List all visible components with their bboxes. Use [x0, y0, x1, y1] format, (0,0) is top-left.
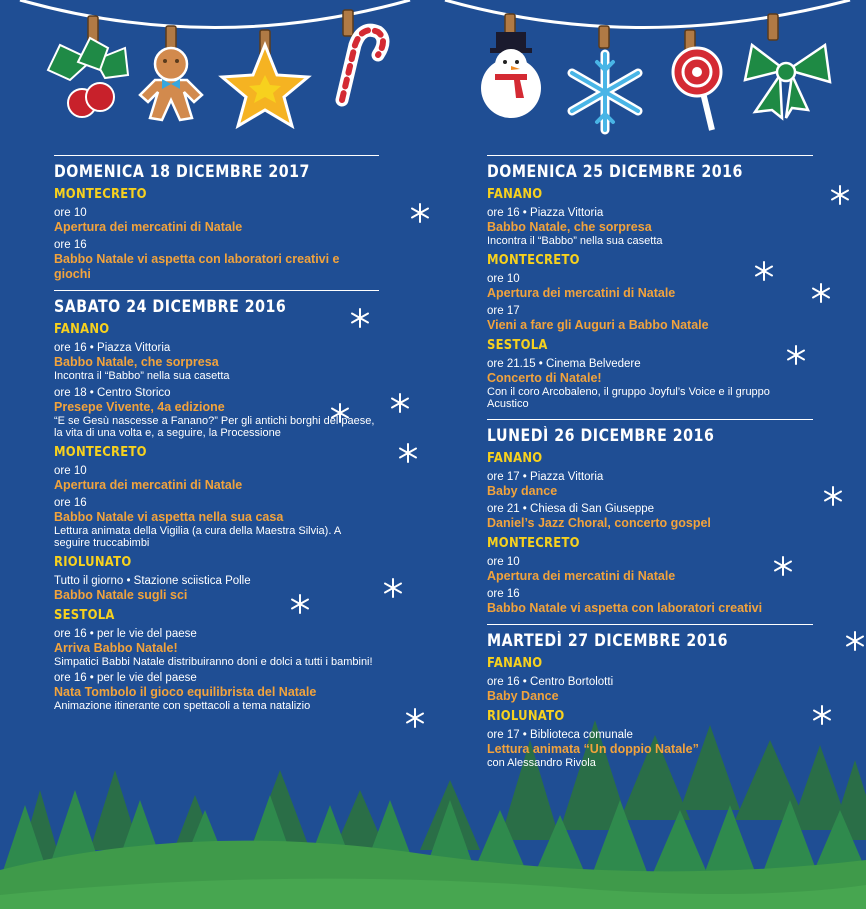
day-section — [54, 290, 379, 713]
event-time: ore 16 • Piazza Vittoria — [487, 207, 604, 219]
event-item — [487, 357, 813, 411]
event-title: Arriva Babbo Natale! — [54, 640, 178, 655]
snowflake-decoration-icon — [829, 184, 851, 206]
place-name: FANANO — [54, 321, 110, 337]
star-icon — [222, 30, 308, 126]
event-time: ore 16 • Piazza Vittoria — [54, 342, 171, 354]
event-time: ore 16 • Centro Bortolotti — [487, 675, 614, 688]
event-item — [487, 304, 813, 333]
event-title: Lettura animata “Un doppio Natale” — [487, 741, 699, 756]
event-description: Animazione itinerante con spettacoli a tema natalizio — [54, 700, 311, 712]
left-column — [54, 155, 379, 721]
event-item — [487, 206, 813, 248]
event-time: ore 17 • Piazza Vittoria — [487, 470, 604, 483]
event-item — [487, 587, 813, 616]
event-description: Lettura animata della Vigilia (a cura della Maestra Silvia). A seguire truccabimbi — [54, 524, 341, 549]
place-name: RIOLUNATO — [54, 553, 132, 570]
event-title: Apertura dei mercatini di Natale — [487, 285, 676, 300]
event-time: ore 16 • per le vie del paese — [54, 627, 197, 640]
snowflake-decoration-icon — [822, 485, 844, 507]
holly-icon — [48, 16, 128, 117]
event-title: Babbo Natale sugli sci — [54, 587, 188, 602]
event-title: Baby Dance — [487, 688, 559, 703]
event-description: con Alessandro Rivola — [487, 756, 596, 769]
day-section — [487, 624, 813, 770]
day-title: DOMENICA 18 DICEMBRE 2017 — [54, 162, 310, 181]
event-title: Vieni a fare gli Auguri a Babbo Natale — [487, 317, 709, 332]
event-item — [54, 574, 379, 603]
event-description: “E se Gesù nascesse a Fanano?” Per gli antichi borghi del paese, la vita di una volta e, a seguire, la Processione — [54, 414, 375, 439]
day-title: SABATO 24 DICEMBRE 2016 — [54, 297, 287, 316]
event-time: ore 16 — [54, 496, 87, 509]
event-title: Baby dance — [487, 483, 558, 498]
event-item — [54, 341, 379, 383]
place-name: MONTECRETO — [487, 534, 580, 551]
snowflake-decoration-icon — [811, 704, 833, 726]
event-time: ore 17 — [487, 304, 520, 317]
event-item — [54, 206, 379, 235]
event-title: Concerto di Natale! — [487, 370, 602, 385]
event-time: ore 10 — [487, 272, 520, 285]
snowflake-icon — [572, 26, 638, 130]
place-name: FANANO — [487, 654, 543, 671]
event-time: ore 16 • per le vie del paese — [54, 672, 197, 684]
event-title: Apertura dei mercatini di Natale — [54, 220, 243, 234]
day-title: MARTEDÌ 27 DICEMBRE 2016 — [487, 630, 729, 650]
event-time: ore 16 — [487, 587, 520, 600]
place-name: RIOLUNATO — [487, 707, 565, 724]
event-time: Tutto il giorno • Stazione sciistica Polle — [54, 574, 251, 587]
event-title: Babbo Natale vi aspetta con laboratori creativi e giochi — [54, 252, 340, 281]
day-title: DOMENICA 25 DICEMBRE 2016 — [487, 162, 743, 181]
event-time: ore 21.15 • Cinema Belvedere — [487, 357, 641, 370]
candy-cane-icon — [342, 10, 383, 100]
event-time: ore 10 — [54, 464, 87, 477]
event-title: Babbo Natale, che sorpresa — [54, 355, 219, 369]
snowflake-decoration-icon — [389, 392, 411, 414]
event-item — [487, 502, 813, 531]
event-time: ore 17 • Biblioteca comunale — [487, 728, 633, 741]
event-item — [54, 464, 379, 493]
place-name: MONTECRETO — [54, 443, 147, 460]
right-column — [487, 155, 813, 777]
event-time: ore 10 — [487, 555, 520, 568]
snowflake-decoration-icon — [397, 442, 419, 464]
gingerbread-icon — [140, 26, 202, 120]
event-title: Daniel’s Jazz Choral, concerto gospel — [487, 515, 711, 530]
day-section — [487, 419, 813, 616]
lollipop-icon — [673, 30, 721, 130]
day-title: LUNEDÌ 26 DICEMBRE 2016 — [487, 425, 715, 445]
event-item — [487, 728, 813, 770]
place-name: FANANO — [487, 449, 543, 466]
event-item — [54, 496, 379, 550]
snowflake-decoration-icon — [810, 282, 832, 304]
event-item — [487, 675, 813, 704]
event-item — [54, 627, 379, 669]
event-title: Apertura dei mercatini di Natale — [487, 568, 676, 583]
snowman-icon — [481, 14, 541, 118]
event-item — [487, 470, 813, 499]
event-title: Babbo Natale vi aspetta nella sua casa — [54, 509, 284, 524]
event-time: ore 18 • Centro Storico — [54, 386, 171, 399]
event-title: Nata Tombolo il gioco equilibrista del Natale — [54, 685, 317, 699]
day-section — [487, 155, 813, 411]
bow-icon — [745, 14, 830, 118]
event-title: Presepe Vivente, 4a edizione — [54, 399, 225, 414]
event-time: ore 21 • Chiesa di San Giuseppe — [487, 502, 655, 515]
event-title: Babbo Natale, che sorpresa — [487, 220, 652, 234]
event-item — [54, 386, 379, 440]
event-description: Incontra il “Babbo” nella sua casetta — [487, 235, 663, 247]
snowflake-decoration-icon — [844, 630, 866, 652]
event-description: Incontra il “Babbo” nella sua casetta — [54, 370, 230, 382]
snowflake-decoration-icon — [382, 577, 404, 599]
event-description: Simpatici Babbi Natale distribuiranno doni e dolci a tutti i bambini! — [54, 655, 373, 668]
place-name: MONTECRETO — [54, 186, 147, 202]
place-name: SESTOLA — [487, 336, 548, 353]
event-item — [54, 238, 379, 282]
event-item — [487, 555, 813, 584]
event-item — [54, 671, 379, 713]
event-description: Con il coro Arcobaleno, il gruppo Joyful’s Voice e il gruppo Acustico — [487, 385, 770, 410]
snowflake-decoration-icon — [409, 202, 431, 224]
place-name: SESTOLA — [54, 606, 115, 623]
place-name: MONTECRETO — [487, 251, 580, 268]
event-title: Babbo Natale vi aspetta con laboratori creativi — [487, 600, 763, 615]
event-title: Apertura dei mercatini di Natale — [54, 477, 243, 492]
event-time: ore 16 — [54, 239, 87, 251]
snowflake-decoration-icon — [404, 707, 426, 729]
day-section — [54, 155, 379, 282]
event-item — [487, 272, 813, 301]
place-name: FANANO — [487, 186, 543, 202]
event-time: ore 10 — [54, 207, 87, 219]
